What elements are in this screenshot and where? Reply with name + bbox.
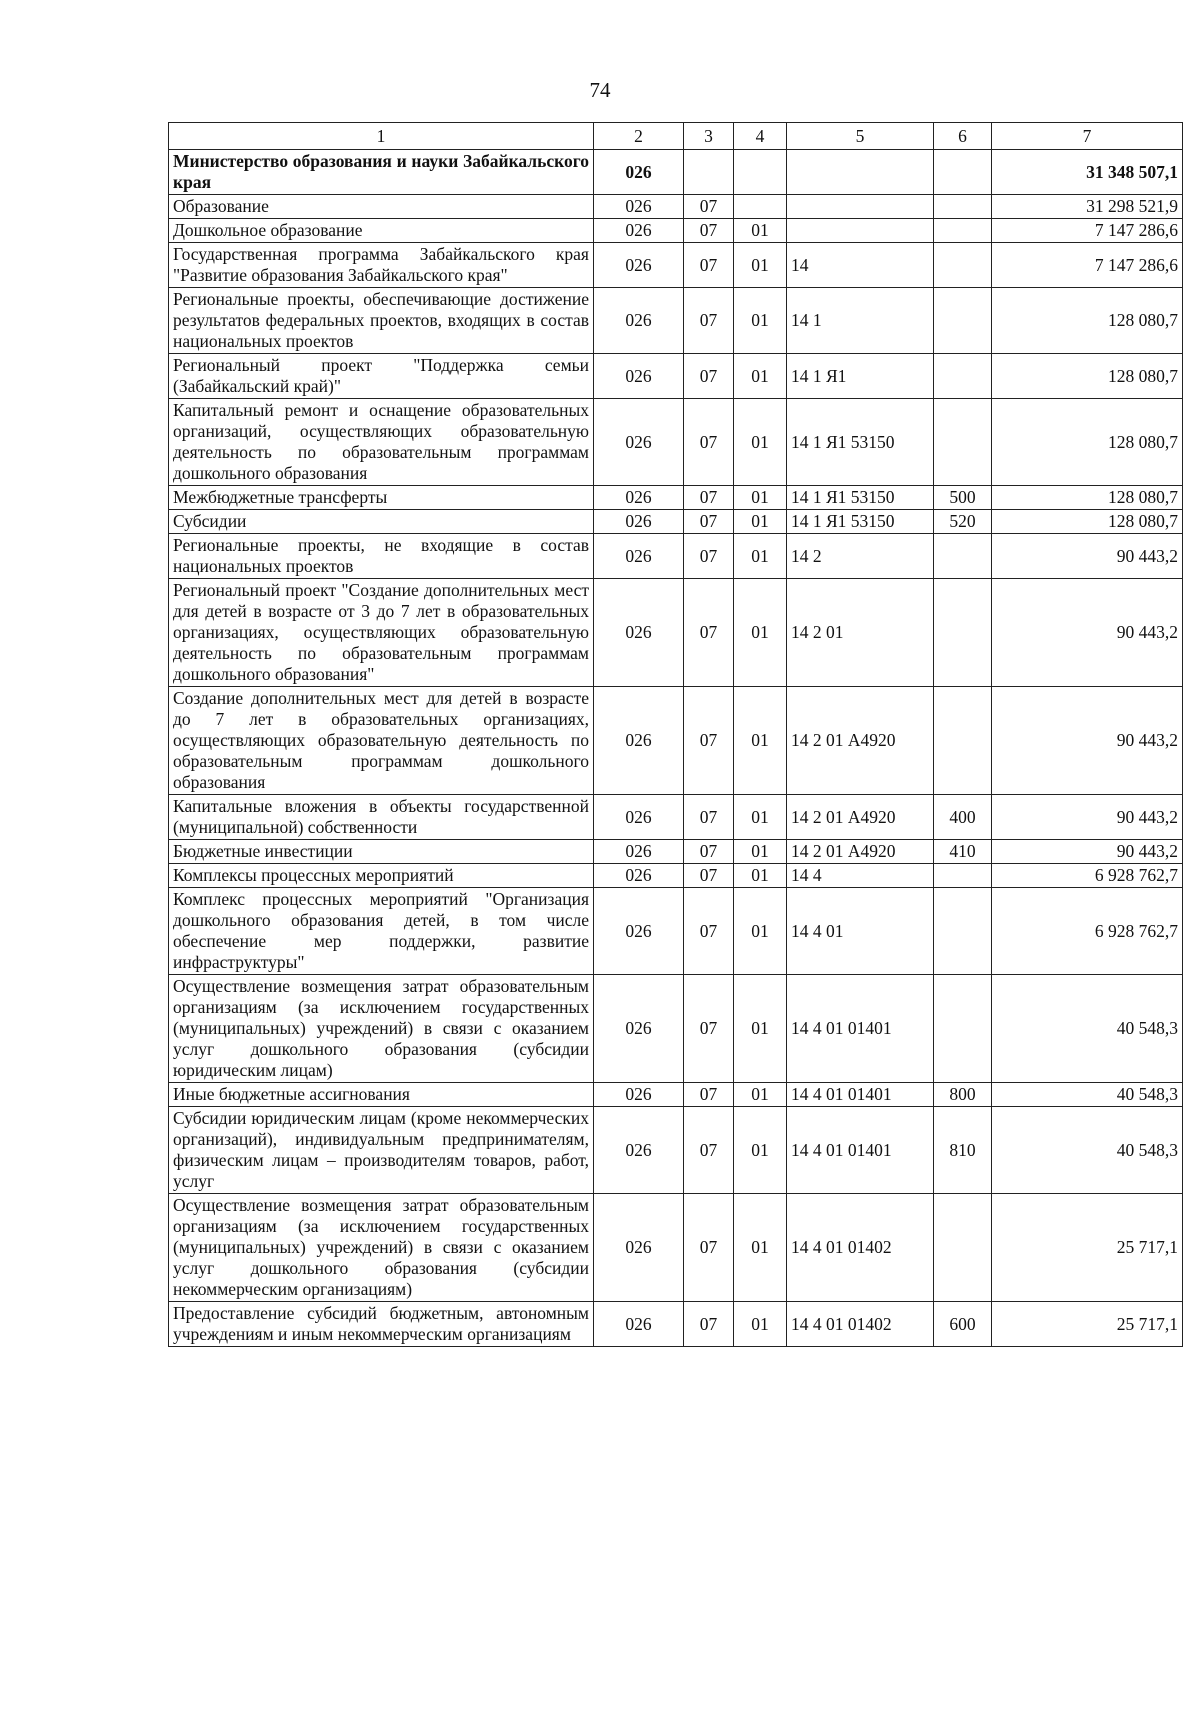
row-grbs-cell: 026 — [594, 1302, 684, 1347]
row-subsection-cell: 01 — [734, 687, 787, 795]
table-row — [169, 195, 1183, 219]
header-row — [169, 123, 1183, 150]
row-name-cell: Региональный проект "Создание дополнительных мест для детей в возрасте от 3 до 7 лет в образовательных организациях, осуществляющих образовательную деятельность по образовательным программам дошкольного образования" — [169, 579, 594, 687]
table-row — [169, 795, 1183, 840]
row-expense-type-cell: 520 — [934, 510, 992, 534]
row-section-cell: 07 — [684, 579, 734, 687]
table-row — [169, 975, 1183, 1083]
row-grbs-cell: 026 — [594, 1083, 684, 1107]
row-subsection-cell: 01 — [734, 354, 787, 399]
row-name-cell: Комплексы процессных мероприятий — [169, 864, 594, 888]
row-target-article-cell: 14 2 01 А4920 — [787, 840, 934, 864]
row-subsection-cell: 01 — [734, 1194, 787, 1302]
row-amount-cell: 90 443,2 — [992, 840, 1183, 864]
row-expense-type-cell: 500 — [934, 486, 992, 510]
row-grbs-cell: 026 — [594, 1107, 684, 1194]
row-subsection-cell: 01 — [734, 888, 787, 975]
table-row — [169, 1194, 1183, 1302]
row-expense-type-cell — [934, 288, 992, 354]
table-row — [169, 864, 1183, 888]
row-grbs-cell: 026 — [594, 486, 684, 510]
row-amount-cell: 90 443,2 — [992, 534, 1183, 579]
row-subsection-cell: 01 — [734, 840, 787, 864]
row-section-cell: 07 — [684, 840, 734, 864]
row-target-article-cell: 14 2 01 А4920 — [787, 795, 934, 840]
table-row — [169, 243, 1183, 288]
table-row — [169, 1083, 1183, 1107]
row-subsection-cell: 01 — [734, 486, 787, 510]
row-expense-type-cell — [934, 195, 992, 219]
row-amount-cell: 7 147 286,6 — [992, 219, 1183, 243]
row-expense-type-cell — [934, 534, 992, 579]
row-section-cell: 07 — [684, 795, 734, 840]
column-header: 6 — [934, 123, 992, 150]
table-row — [169, 534, 1183, 579]
row-expense-type-cell: 810 — [934, 1107, 992, 1194]
column-header: 1 — [169, 123, 594, 150]
row-expense-type-cell — [934, 243, 992, 288]
row-amount-cell: 40 548,3 — [992, 1107, 1183, 1194]
row-target-article-cell: 14 2 01 — [787, 579, 934, 687]
row-name-cell: Межбюджетные трансферты — [169, 486, 594, 510]
row-target-article-cell — [787, 150, 934, 195]
table-row — [169, 354, 1183, 399]
row-section-cell: 07 — [684, 288, 734, 354]
row-target-article-cell: 14 4 01 01402 — [787, 1194, 934, 1302]
row-section-cell: 07 — [684, 975, 734, 1083]
row-grbs-cell: 026 — [594, 1194, 684, 1302]
row-grbs-cell: 026 — [594, 840, 684, 864]
row-grbs-cell: 026 — [594, 534, 684, 579]
row-target-article-cell — [787, 219, 934, 243]
row-grbs-cell: 026 — [594, 288, 684, 354]
row-expense-type-cell — [934, 150, 992, 195]
row-amount-cell: 90 443,2 — [992, 795, 1183, 840]
row-subsection-cell: 01 — [734, 219, 787, 243]
row-grbs-cell: 026 — [594, 795, 684, 840]
row-section-cell — [684, 150, 734, 195]
row-amount-cell: 25 717,1 — [992, 1302, 1183, 1347]
row-grbs-cell: 026 — [594, 219, 684, 243]
row-subsection-cell: 01 — [734, 795, 787, 840]
table-row — [169, 888, 1183, 975]
row-subsection-cell — [734, 150, 787, 195]
row-expense-type-cell — [934, 219, 992, 243]
row-name-cell: Региональный проект "Поддержка семьи (Забайкальский край)" — [169, 354, 594, 399]
row-amount-cell: 7 147 286,6 — [992, 243, 1183, 288]
row-expense-type-cell — [934, 687, 992, 795]
row-name-cell: Капитальный ремонт и оснащение образовательных организаций, осуществляющих образовательную деятельность по образовательным программам дошкольного образования — [169, 399, 594, 486]
table-header — [169, 123, 1183, 150]
row-subsection-cell: 01 — [734, 579, 787, 687]
row-section-cell: 07 — [684, 219, 734, 243]
row-target-article-cell: 14 1 Я1 53150 — [787, 399, 934, 486]
row-section-cell: 07 — [684, 399, 734, 486]
row-amount-cell: 128 080,7 — [992, 288, 1183, 354]
row-target-article-cell: 14 — [787, 243, 934, 288]
row-name-cell: Дошкольное образование — [169, 219, 594, 243]
row-grbs-cell: 026 — [594, 354, 684, 399]
row-name-cell: Осуществление возмещения затрат образовательным организациям (за исключением государственных (муниципальных) учреждений) в связи с оказанием услуг дошкольного образования (субсидии некоммерческим организациям) — [169, 1194, 594, 1302]
row-expense-type-cell — [934, 864, 992, 888]
row-name-cell: Создание дополнительных мест для детей в возрасте до 7 лет в образовательных организациях, осуществляющих образовательную деятельность по образовательным программам дошкольного образования — [169, 687, 594, 795]
row-expense-type-cell: 600 — [934, 1302, 992, 1347]
row-amount-cell: 40 548,3 — [992, 1083, 1183, 1107]
table-row — [169, 1107, 1183, 1194]
row-name-cell: Осуществление возмещения затрат образовательным организациям (за исключением государственных (муниципальных) учреждений) в связи с оказанием услуг дошкольного образования (субсидии юридическим лицам) — [169, 975, 594, 1083]
row-section-cell: 07 — [684, 687, 734, 795]
row-target-article-cell: 14 4 01 01401 — [787, 975, 934, 1083]
row-expense-type-cell — [934, 579, 992, 687]
row-grbs-cell: 026 — [594, 195, 684, 219]
row-section-cell: 07 — [684, 510, 734, 534]
row-grbs-cell: 026 — [594, 864, 684, 888]
row-section-cell: 07 — [684, 888, 734, 975]
row-expense-type-cell: 800 — [934, 1083, 992, 1107]
table-row — [169, 219, 1183, 243]
row-section-cell: 07 — [684, 243, 734, 288]
row-section-cell: 07 — [684, 486, 734, 510]
row-amount-cell: 31 298 521,9 — [992, 195, 1183, 219]
row-amount-cell: 128 080,7 — [992, 510, 1183, 534]
row-target-article-cell: 14 2 01 А4920 — [787, 687, 934, 795]
row-name-cell: Капитальные вложения в объекты государственной (муниципальной) собственности — [169, 795, 594, 840]
row-amount-cell: 6 928 762,7 — [992, 864, 1183, 888]
row-grbs-cell: 026 — [594, 579, 684, 687]
row-subsection-cell: 01 — [734, 510, 787, 534]
row-name-cell: Комплекс процессных мероприятий "Организация дошкольного образования детей, в том числе обеспечение мер поддержки, развитие инфраструктуры" — [169, 888, 594, 975]
column-header: 7 — [992, 123, 1183, 150]
row-subsection-cell: 01 — [734, 1107, 787, 1194]
row-amount-cell: 6 928 762,7 — [992, 888, 1183, 975]
table-row — [169, 1302, 1183, 1347]
row-section-cell: 07 — [684, 534, 734, 579]
table-row — [169, 510, 1183, 534]
row-target-article-cell: 14 1 Я1 53150 — [787, 510, 934, 534]
table-row — [169, 486, 1183, 510]
row-expense-type-cell — [934, 399, 992, 486]
row-grbs-cell: 026 — [594, 399, 684, 486]
row-expense-type-cell — [934, 975, 992, 1083]
budget-table — [168, 122, 1183, 1347]
row-grbs-cell: 026 — [594, 243, 684, 288]
row-target-article-cell: 14 4 01 — [787, 888, 934, 975]
row-target-article-cell: 14 1 Я1 — [787, 354, 934, 399]
column-header: 3 — [684, 123, 734, 150]
row-amount-cell: 31 348 507,1 — [992, 150, 1183, 195]
table-row — [169, 150, 1183, 195]
row-subsection-cell: 01 — [734, 1302, 787, 1347]
row-section-cell: 07 — [684, 1083, 734, 1107]
row-subsection-cell: 01 — [734, 399, 787, 486]
row-section-cell: 07 — [684, 864, 734, 888]
row-subsection-cell: 01 — [734, 288, 787, 354]
row-name-cell: Субсидии — [169, 510, 594, 534]
row-name-cell: Иные бюджетные ассигнования — [169, 1083, 594, 1107]
row-subsection-cell: 01 — [734, 1083, 787, 1107]
column-header: 4 — [734, 123, 787, 150]
table-body — [169, 150, 1183, 1347]
row-amount-cell: 90 443,2 — [992, 687, 1183, 795]
row-subsection-cell — [734, 195, 787, 219]
row-name-cell: Бюджетные инвестиции — [169, 840, 594, 864]
row-section-cell: 07 — [684, 195, 734, 219]
table-row — [169, 288, 1183, 354]
row-name-cell: Государственная программа Забайкальского края "Развитие образования Забайкальского края" — [169, 243, 594, 288]
row-subsection-cell: 01 — [734, 243, 787, 288]
column-header: 5 — [787, 123, 934, 150]
row-subsection-cell: 01 — [734, 864, 787, 888]
row-section-cell: 07 — [684, 354, 734, 399]
row-expense-type-cell — [934, 888, 992, 975]
table-row — [169, 399, 1183, 486]
row-expense-type-cell — [934, 1194, 992, 1302]
table-row — [169, 687, 1183, 795]
row-expense-type-cell: 410 — [934, 840, 992, 864]
row-amount-cell: 128 080,7 — [992, 486, 1183, 510]
row-name-cell: Субсидии юридическим лицам (кроме некоммерческих организаций), индивидуальным предпринимателям, физическим лицам – производителям товаров, работ, услуг — [169, 1107, 594, 1194]
row-name-cell: Региональные проекты, обеспечивающие достижение результатов федеральных проектов, входящих в состав национальных проектов — [169, 288, 594, 354]
column-header: 2 — [594, 123, 684, 150]
row-target-article-cell: 14 1 Я1 53150 — [787, 486, 934, 510]
row-amount-cell: 40 548,3 — [992, 975, 1183, 1083]
row-amount-cell: 90 443,2 — [992, 579, 1183, 687]
row-name-cell: Министерство образования и науки Забайкальского края — [169, 150, 594, 195]
row-target-article-cell: 14 2 — [787, 534, 934, 579]
table-row — [169, 579, 1183, 687]
row-section-cell: 07 — [684, 1194, 734, 1302]
row-section-cell: 07 — [684, 1302, 734, 1347]
row-expense-type-cell — [934, 354, 992, 399]
row-grbs-cell: 026 — [594, 687, 684, 795]
page-number: 74 — [589, 78, 611, 102]
row-name-cell: Предоставление субсидий бюджетным, автономным учреждениям и иным некоммерческим организациям — [169, 1302, 594, 1347]
row-section-cell: 07 — [684, 1107, 734, 1194]
row-subsection-cell: 01 — [734, 975, 787, 1083]
row-grbs-cell: 026 — [594, 150, 684, 195]
row-grbs-cell: 026 — [594, 510, 684, 534]
table-row — [169, 840, 1183, 864]
row-target-article-cell — [787, 195, 934, 219]
row-target-article-cell: 14 4 01 01401 — [787, 1083, 934, 1107]
row-expense-type-cell: 400 — [934, 795, 992, 840]
row-grbs-cell: 026 — [594, 888, 684, 975]
row-target-article-cell: 14 4 01 01401 — [787, 1107, 934, 1194]
row-name-cell: Региональные проекты, не входящие в состав национальных проектов — [169, 534, 594, 579]
row-amount-cell: 25 717,1 — [992, 1194, 1183, 1302]
row-name-cell: Образование — [169, 195, 594, 219]
row-target-article-cell: 14 4 — [787, 864, 934, 888]
row-amount-cell: 128 080,7 — [992, 354, 1183, 399]
row-target-article-cell: 14 1 — [787, 288, 934, 354]
row-target-article-cell: 14 4 01 01402 — [787, 1302, 934, 1347]
row-grbs-cell: 026 — [594, 975, 684, 1083]
row-subsection-cell: 01 — [734, 534, 787, 579]
row-amount-cell: 128 080,7 — [992, 399, 1183, 486]
